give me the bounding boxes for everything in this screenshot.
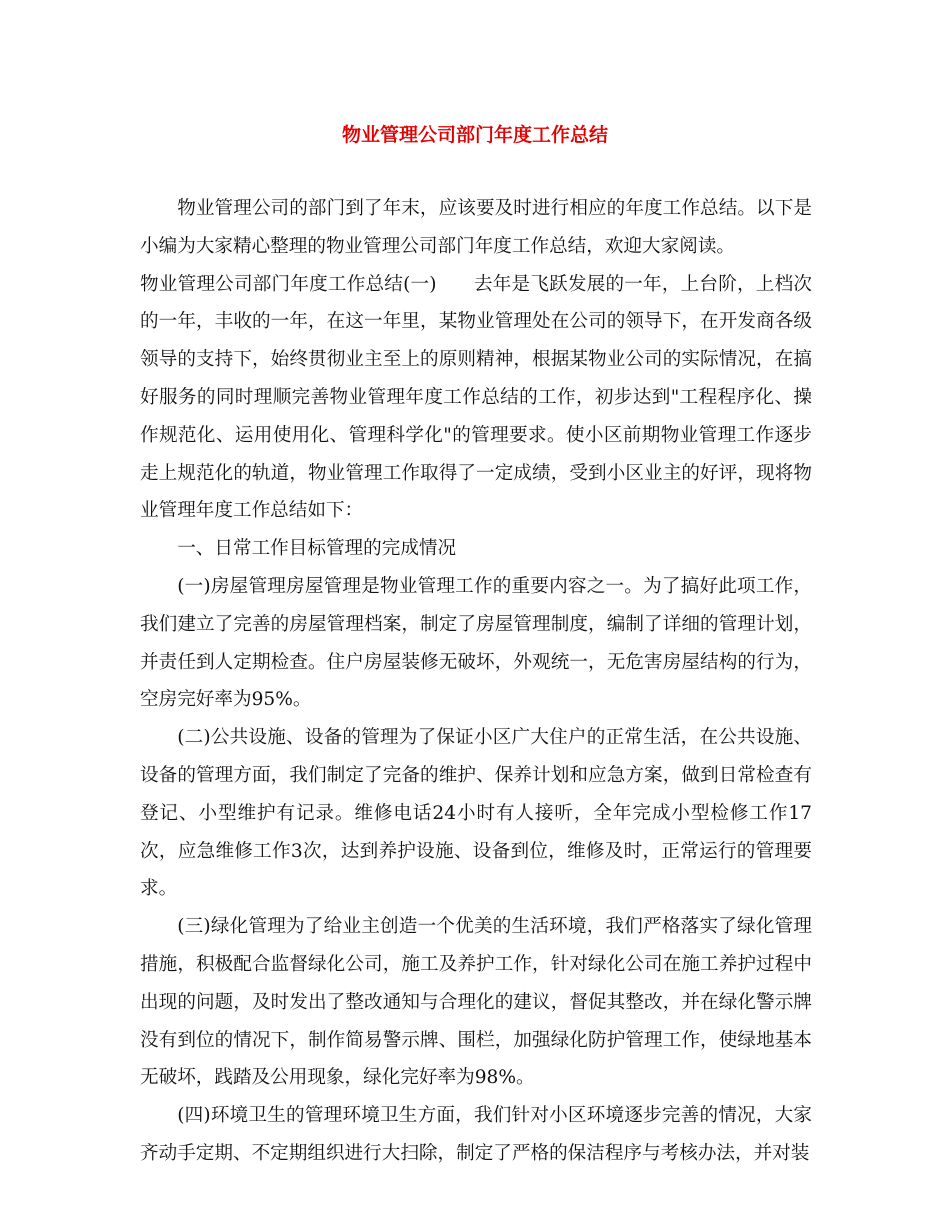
body-paragraph-sanitation: (四)环境卫生的管理环境卫生方面，我们针对小区环境逐步完善的情况，大家齐动手定期、不定期组织进行大扫除，制定了严格的保洁程序与考核办法，并对装 xyxy=(140,1105,812,1164)
intro-paragraph: 物业管理公司的部门到了年末，应该要及时进行相应的年度工作总结。以下是小编为大家精心整理的物业管理公司部门年度工作总结，欢迎大家阅读。 xyxy=(140,198,812,257)
document-title: 物业管理公司部门年度工作总结 xyxy=(341,124,608,146)
section-heading: 物业管理公司部门年度工作总结(一) xyxy=(140,273,437,295)
section-paragraph xyxy=(140,266,812,531)
document-body xyxy=(140,190,812,1173)
body-paragraph-housing: (一)房屋管理房屋管理是物业管理工作的重要内容之一。为了搞好此项工作，我们建立了完善的房屋管理档案，制定了房屋管理制度，编制了详细的管理计划，并责任到人定期检查。住户房屋装修无破坏，外观统一，无危害房屋结构的行为，空房完好率为95%。 xyxy=(140,575,812,711)
body-paragraph-heading-1: 一、日常工作目标管理的完成情况 xyxy=(177,538,457,560)
body-paragraph-facilities: (二)公共设施、设备的管理为了保证小区广大住户的正常生活，在公共设施、设备的管理方面，我们制定了完备的维护、保养计划和应急方案，做到日常检查有登记、小型维护有记录。维修电话24小时有人接听，全年完成小型检修工作17次，应急维修工作3次，达到养护设施、设备到位，维修及时，正常运行的管理要求。 xyxy=(140,727,812,900)
section-lead-text: 去年是飞跃发展的一年，上台阶，上档次的一年，丰收的一年，在这一年里，某物业管理处在公司的领导下，在开发商各级领导的支持下，始终贯彻业主至上的原则精神，根据某物业公司的实际情况，在搞好服务的同时理顺完善物业管理年度工作总结的工作，初步达到"工程程序化、操作规范化、运用使用化、管理科学化"的管理要求。使小区前期物业管理工作逐步走上规范化的轨道，物业管理工作取得了一定成绩，受到小区业主的好评，现将物业管理年度工作总结如下： xyxy=(140,273,812,522)
body-paragraph-greening: (三)绿化管理为了给业主创造一个优美的生活环境，我们严格落实了绿化管理措施，积极配合监督绿化公司，施工及养护工作，针对绿化公司在施工养护过程中出现的问题，及时发出了整改通知与合理化的建议，督促其整改，并在绿化警示牌没有到位的情况下，制作简易警示牌、围栏，加强绿化防护管理工作，使绿地基本无破坏，践踏及公用现象，绿化完好率为98%。 xyxy=(140,916,812,1089)
